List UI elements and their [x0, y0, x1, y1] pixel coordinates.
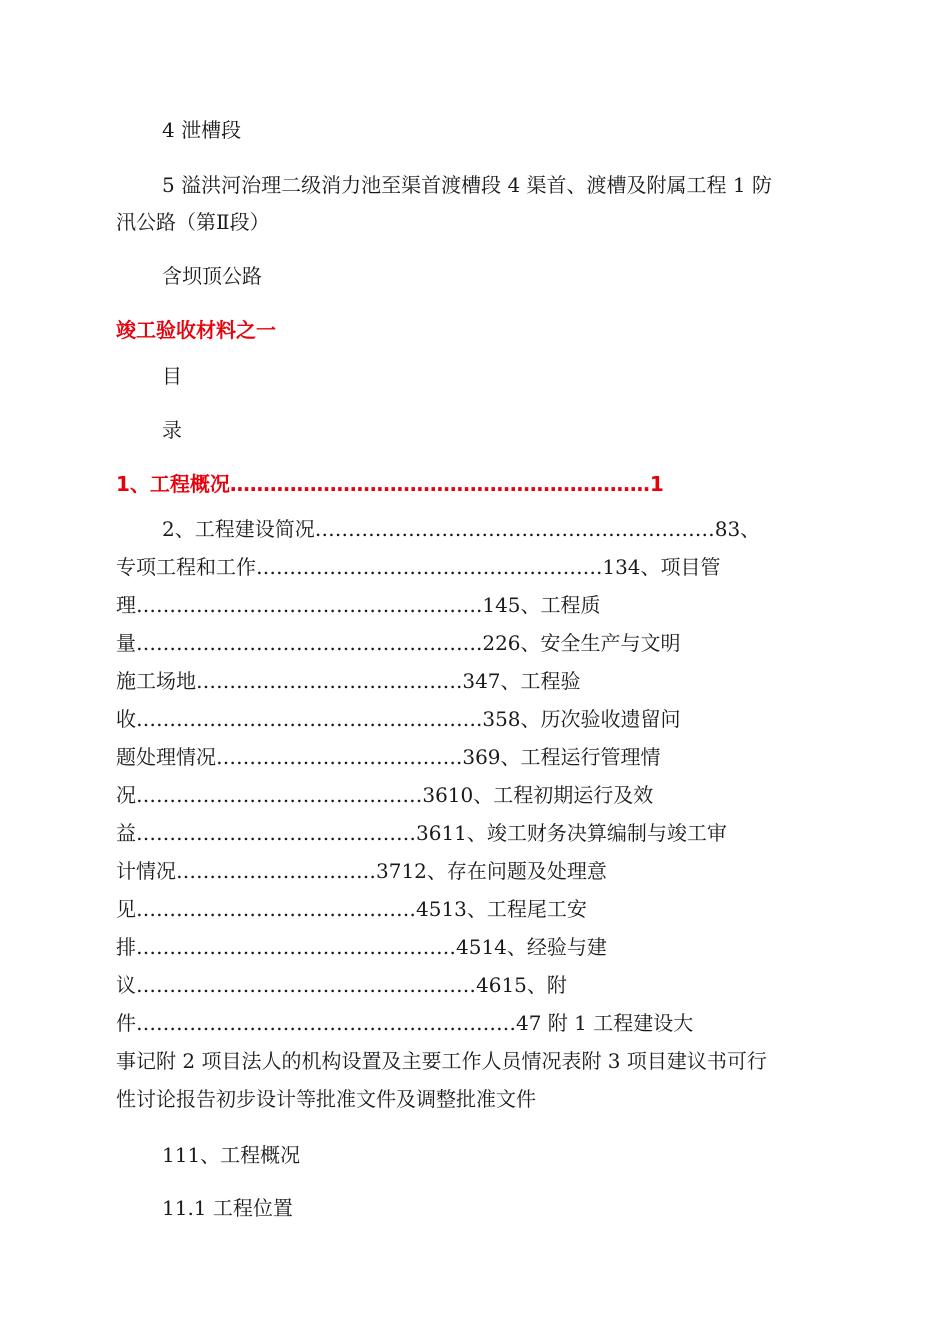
toc-entry: 施工场地………………………………….347、工程验 [116, 669, 581, 693]
toc-entry-highlighted: 1、工程概况………………………………………………………1 [116, 472, 664, 496]
toc-title: 录 [162, 418, 182, 442]
toc-entry: 件…………………………………………………47 附 1 工程建设大 [116, 1011, 694, 1035]
section-heading: 竣工验收材料之一 [116, 318, 276, 342]
text-line: 含坝顶公路 [162, 264, 262, 288]
subsection-heading: 11.1 工程位置 [162, 1196, 293, 1220]
text-line: 5 溢洪河治理二级消力池至渠首渡槽段 4 渠首、渡槽及附属工程 1 防 [162, 173, 772, 197]
section-heading: 111、工程概况 [162, 1143, 301, 1167]
text-line: 汛公路（第Ⅱ段） [116, 210, 270, 234]
toc-entry: 况……………………………….……3610、工程初期运行及效 [116, 783, 654, 807]
toc-entry: 见……………………………………4513、工程尾工安 [116, 897, 587, 921]
toc-entry: 专项工程和工作…………………………………………….134、项目管 [116, 555, 721, 579]
toc-title: 目 [162, 364, 182, 388]
toc-entry: 理…………………………………………….145、工程质 [116, 593, 601, 617]
toc-entry: 性讨论报告初步设计等批准文件及调整批准文件 [116, 1087, 536, 1111]
toc-entry: 收…………………………………………….358、历次验收遗留问 [116, 707, 681, 731]
toc-entry: 排…………………………………………4514、经验与建 [116, 935, 607, 959]
toc-entry: 议……………………………………………4615、附 [116, 973, 567, 997]
text-line: 4 泄槽段 [162, 118, 242, 142]
toc-entry: 事记附 2 项目法人的机构设置及主要工作人员情况表附 3 项目建议书可行 [116, 1049, 767, 1073]
toc-entry: 计情况…………………………3712、存在问题及处理意 [116, 859, 607, 883]
toc-entry: 2、工程建设简况……………………………………………………83、 [162, 517, 761, 541]
toc-entry: 益……………………………………3611、竣工财务决算编制与竣工审 [116, 821, 727, 845]
toc-entry: 题处理情况……………………………….369、工程运行管理情 [116, 745, 661, 769]
toc-entry: 量…………………………………………….226、安全生产与文明 [116, 631, 681, 655]
